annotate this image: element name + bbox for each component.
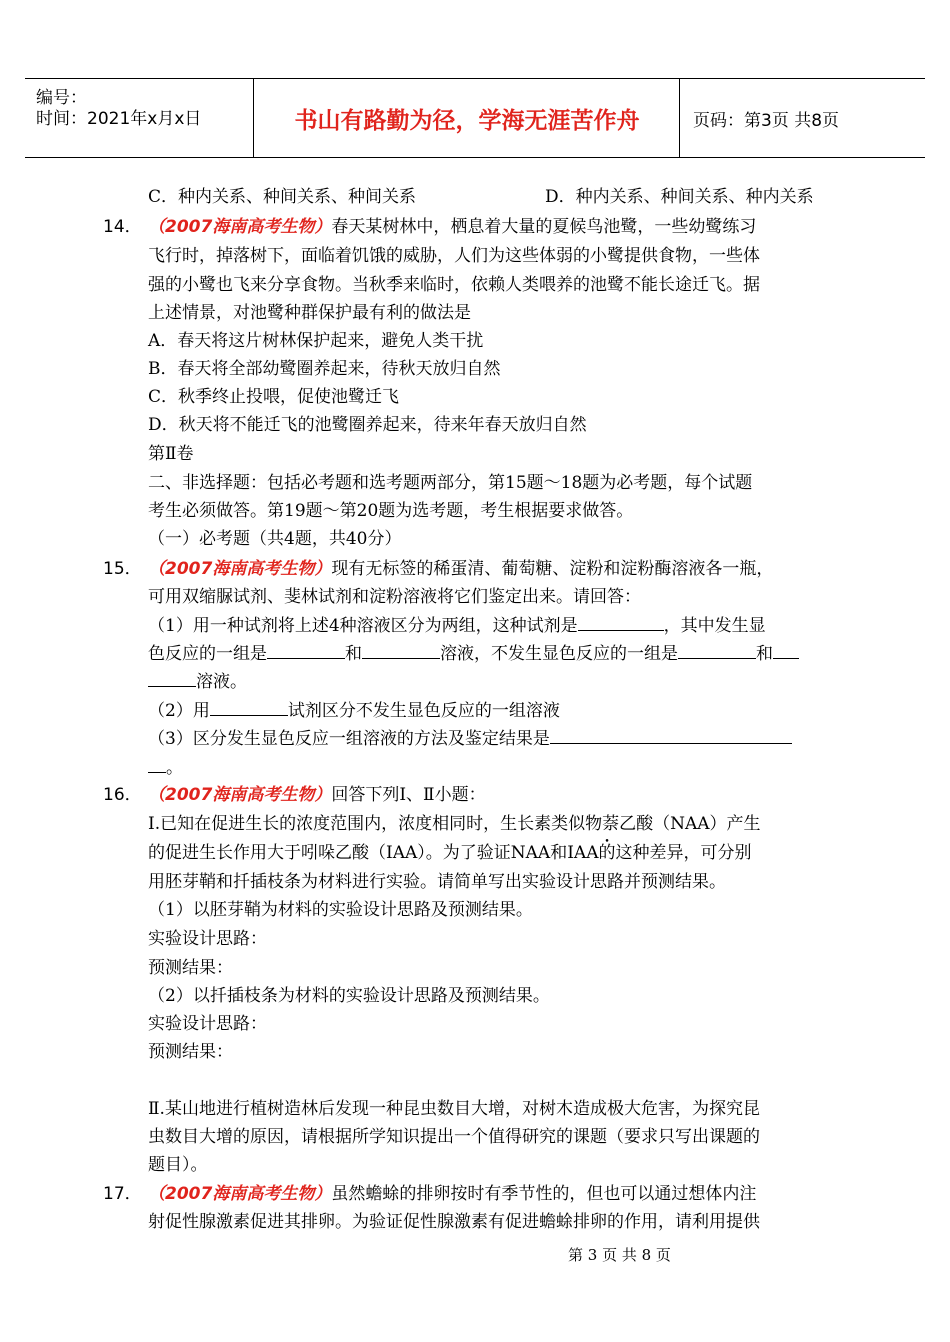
q15-stem-text: 现有无标签的稀蛋清、葡萄糖、淀粉和淀粉酶溶液各一瓶， (331, 559, 774, 579)
predict-label: 预测结果： (148, 958, 233, 978)
question-number: 14． (103, 217, 142, 237)
q16-part-i: 用胚芽鞘和扦插枝条为材料进行实验。请简单写出实验设计思路并预测结果。 (148, 872, 726, 892)
q15-part-2-text: （2）用 (148, 701, 210, 721)
answer-blank[interactable] (550, 725, 792, 744)
q16-subpart-1: （1）以胚芽鞘为材料的实验设计思路及预测结果。 (148, 900, 533, 920)
q14-option-c: C．秋季终止投喂，促使池鹭迁飞 (148, 387, 400, 407)
q16-part-ii: 虫数目大增的原因，请根据所学知识提出一个值得研究的课题（要求只写出课题的 (148, 1127, 760, 1147)
q15-stem-line: 可用双缩脲试剂、斐林试剂和淀粉溶液将它们鉴定出来。请回答： (148, 587, 641, 607)
header-motto: 书山有路勤为径，学海无涯苦作舟 (294, 107, 640, 134)
question-source: （2007海南高考生物） (148, 785, 332, 805)
q13-option-c: C．种内关系、种间关系、种间关系 (148, 187, 417, 207)
predict-label: 预测结果： (148, 1042, 233, 1062)
q15-part-3-text: （3）区分发生显色反应一组溶液的方法及鉴定结果是 (148, 729, 550, 749)
q15-part-2 (148, 697, 560, 724)
q16-stem-text: 回答下列Ⅰ、Ⅱ小题： (331, 785, 486, 805)
answer-blank[interactable] (267, 640, 345, 659)
q16-part-i-text: 的促进生长作用大于吲哚乙酸（IAA）。为了验证NAA和IAA (148, 843, 599, 863)
q16-stem-line (148, 782, 486, 808)
answer-blank[interactable] (362, 640, 440, 659)
number-label: 编号： (36, 88, 87, 108)
q17-stem-text: 虽然蟾蜍的排卵按时有季节性的，但也可以通过想体内注 (331, 1184, 757, 1204)
page-footer: 第 3 页 共 8 页 (568, 1246, 671, 1264)
section-intro: 考生必须做答。第19题～第20题为选考题，考生根据要求做答。 (148, 501, 634, 521)
q16-part-i: Ⅰ.已知在促进生长的浓度范围内，浓度相同时，生长素类似物萘乙酸（NAA）产生 (148, 814, 761, 834)
volume-heading: 第Ⅱ卷 (148, 444, 194, 464)
q14-stem-text: 春天某树林中，栖息着大量的夏候鸟池鹭，一些幼鹭练习 (331, 217, 757, 237)
answer-blank[interactable] (773, 640, 799, 659)
answer-blank[interactable] (678, 640, 756, 659)
q16-part-i-text: 这种差异，可分别 (615, 843, 752, 863)
design-label: 实验设计思路： (148, 1014, 267, 1034)
q15-part-3 (148, 725, 792, 752)
q15-part-1-cont (148, 668, 247, 695)
question-source: （2007海南高考生物） (148, 559, 332, 579)
q16-part-ii: Ⅱ.某山地进行植树造林后发现一种昆虫数目大增，对树木造成极大危害，为探究昆 (148, 1099, 760, 1119)
header-page-info: 页码：第3页 共8页 (693, 110, 840, 131)
q14-stem-line: 飞行时，掉落树下，面临着饥饿的威胁，人们为这些体弱的小鹭提供食物，一些体 (148, 246, 760, 266)
q15-part-1-cont (148, 640, 799, 667)
question-number: 15． (103, 559, 142, 579)
question-number: 16． (103, 785, 142, 805)
question-number: 17． (103, 1184, 142, 1204)
q15-part-1-text: 和 (345, 644, 362, 664)
q17-stem-line: 射促性腺激素促进其排卵。为验证促性腺激素有促进蟾蜍排卵的作用，请利用提供 (148, 1212, 760, 1232)
q14-option-b: B．春天将全部幼鹭圈养起来，待秋天放归自然 (148, 359, 501, 379)
q14-stem-line: 强的小鹭也飞来分享食物。当秋季来临时，依赖人类喂养的池鹭不能长途迁飞。据 (148, 275, 760, 295)
header-meta (25, 79, 253, 157)
q15-part-1-text: 溶液。 (196, 672, 247, 692)
design-label: 实验设计思路： (148, 929, 267, 949)
q14-stem-line: 上述情景，对池鹭种群保护最有利的做法是 (148, 303, 471, 323)
question-source: （2007海南高考生物） (148, 1184, 332, 1204)
required-heading: （一）必考题（共4题，共40分） (148, 529, 402, 549)
answer-blank[interactable] (148, 668, 196, 687)
time-label: 时间：2021年x月x日 (36, 109, 202, 129)
header-divider (679, 79, 680, 157)
q15-part-1-text: 和 (756, 644, 773, 664)
q15-part-1-text: （1）用一种试剂将上述4种溶液区分为两组，这种试剂是 (148, 616, 578, 636)
q15-part-1-text: 色反应的一组是 (148, 644, 267, 664)
q15-part-1-text: 溶液，不发生显色反应的一组是 (440, 644, 678, 664)
q15-part-1 (148, 612, 766, 639)
q13-option-d: D．种内关系、种间关系、种内关系 (545, 187, 814, 207)
q15-part-2-text: 试剂区分不发生显色反应的一组溶液 (287, 701, 560, 721)
q17-stem-line (148, 1181, 756, 1207)
page-header (25, 78, 925, 158)
header-divider (253, 79, 254, 157)
answer-blank[interactable] (578, 612, 664, 631)
q14-stem-line (148, 214, 756, 240)
q14-option-d: D．秋天将不能迁飞的池鹭圈养起来，待来年春天放归自然 (148, 415, 587, 435)
q15-part-3-text: 。 (166, 758, 183, 778)
question-source: （2007海南高考生物） (148, 217, 332, 237)
q15-part-3-cont (148, 754, 183, 781)
q16-part-ii: 题目）。 (148, 1155, 208, 1175)
q16-part-i (148, 840, 751, 866)
q15-stem-line (148, 556, 773, 582)
q16-subpart-2: （2）以扦插枝条为材料的实验设计思路及预测结果。 (148, 986, 550, 1006)
section-intro: 二、非选择题：包括必考题和选考题两部分，第15题～18题为必考题，每个试题 (148, 473, 753, 493)
answer-blank[interactable] (148, 754, 166, 773)
q15-part-1-text: ，其中发生显 (663, 616, 766, 636)
q14-option-a: A．春天将这片树林保护起来，避免人类干扰 (148, 331, 484, 351)
q16-emphasis-text: 的 (598, 843, 616, 863)
answer-blank[interactable] (210, 697, 288, 716)
